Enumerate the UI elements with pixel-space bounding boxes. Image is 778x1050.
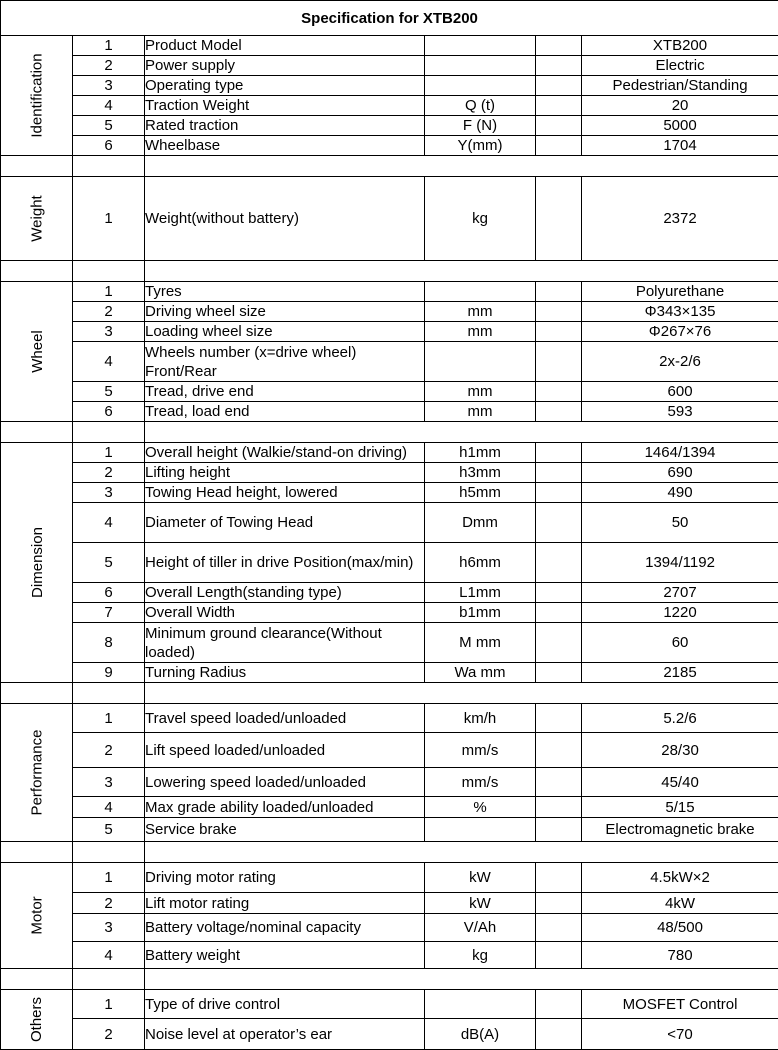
spec-unit: mm bbox=[425, 402, 536, 422]
spec-value: Φ343×135 bbox=[582, 302, 778, 322]
spec-description: Wheelbase bbox=[145, 136, 425, 156]
spec-unit bbox=[425, 342, 536, 382]
spec-description: Wheels number (x=drive wheel) Front/Rear bbox=[145, 342, 425, 382]
blank-cell bbox=[536, 402, 582, 422]
spec-unit: Wa mm bbox=[425, 663, 536, 683]
row-number: 4 bbox=[73, 797, 145, 818]
spec-description: Towing Head height, lowered bbox=[145, 483, 425, 503]
blank-cell bbox=[536, 623, 582, 663]
spec-unit: mm/s bbox=[425, 733, 536, 768]
spec-value: Pedestrian/Standing bbox=[582, 76, 778, 96]
spec-unit: Y(mm) bbox=[425, 136, 536, 156]
section-label: Identification bbox=[28, 53, 47, 137]
row-number: 1 bbox=[73, 704, 145, 733]
table-row bbox=[1, 583, 778, 603]
spec-unit bbox=[425, 56, 536, 76]
section-label-cell bbox=[1, 177, 73, 261]
spacer-cell bbox=[73, 422, 145, 443]
spec-description: Rated traction bbox=[145, 116, 425, 136]
table-row bbox=[1, 302, 778, 322]
row-number: 2 bbox=[73, 463, 145, 483]
blank-cell bbox=[536, 704, 582, 733]
table-row bbox=[1, 177, 778, 261]
blank-cell bbox=[536, 914, 582, 942]
blank-cell bbox=[536, 382, 582, 402]
spec-value: 600 bbox=[582, 382, 778, 402]
section-label: Wheel bbox=[28, 330, 47, 373]
table-row bbox=[1, 322, 778, 342]
row-number: 2 bbox=[73, 56, 145, 76]
spec-unit bbox=[425, 282, 536, 302]
spec-description: Operating type bbox=[145, 76, 425, 96]
table-row bbox=[1, 443, 778, 463]
spec-description: Battery voltage/nominal capacity bbox=[145, 914, 425, 942]
table-row bbox=[1, 402, 778, 422]
spec-value: Polyurethane bbox=[582, 282, 778, 302]
blank-cell bbox=[536, 663, 582, 683]
row-number: 6 bbox=[73, 402, 145, 422]
spec-unit: mm bbox=[425, 322, 536, 342]
spec-value: Electric bbox=[582, 56, 778, 76]
blank-cell bbox=[536, 116, 582, 136]
section-label-cell bbox=[1, 282, 73, 422]
blank-cell bbox=[536, 282, 582, 302]
page-title: Specification for XTB200 bbox=[1, 1, 778, 36]
spec-value: 1464/1394 bbox=[582, 443, 778, 463]
table-row bbox=[1, 768, 778, 797]
spec-value: 1704 bbox=[582, 136, 778, 156]
spacer-row bbox=[1, 969, 778, 990]
blank-cell bbox=[536, 36, 582, 56]
row-number: 7 bbox=[73, 603, 145, 623]
spec-value: 50 bbox=[582, 503, 778, 543]
row-number: 3 bbox=[73, 322, 145, 342]
spec-unit: mm/s bbox=[425, 768, 536, 797]
spacer-cell bbox=[1, 422, 73, 443]
spec-value: 5.2/6 bbox=[582, 704, 778, 733]
spec-unit: km/h bbox=[425, 704, 536, 733]
spec-unit: kW bbox=[425, 863, 536, 893]
table-row bbox=[1, 382, 778, 402]
spec-unit: F (N) bbox=[425, 116, 536, 136]
blank-cell bbox=[536, 733, 582, 768]
section-label-cell bbox=[1, 990, 73, 1050]
blank-cell bbox=[536, 990, 582, 1019]
row-number: 1 bbox=[73, 282, 145, 302]
table-row bbox=[1, 463, 778, 483]
spec-description: Lowering speed loaded/unloaded bbox=[145, 768, 425, 797]
blank-cell bbox=[536, 543, 582, 583]
spacer-row bbox=[1, 422, 778, 443]
row-number: 2 bbox=[73, 1019, 145, 1050]
spacer-cell bbox=[1, 969, 73, 990]
spec-description: Overall Length(standing type) bbox=[145, 583, 425, 603]
spec-value: 60 bbox=[582, 623, 778, 663]
blank-cell bbox=[536, 797, 582, 818]
spec-description: Lift motor rating bbox=[145, 893, 425, 914]
spec-value: 5/15 bbox=[582, 797, 778, 818]
spacer-cell bbox=[1, 261, 73, 282]
spec-value: 2372 bbox=[582, 177, 778, 261]
spec-unit: Dmm bbox=[425, 503, 536, 543]
row-number: 4 bbox=[73, 342, 145, 382]
row-number: 4 bbox=[73, 942, 145, 969]
spacer-cell bbox=[145, 969, 778, 990]
spec-value: Electromagnetic brake bbox=[582, 818, 778, 842]
section-label: Others bbox=[27, 997, 46, 1042]
table-row bbox=[1, 704, 778, 733]
spec-description: Product Model bbox=[145, 36, 425, 56]
spec-description: Service brake bbox=[145, 818, 425, 842]
spec-value: 20 bbox=[582, 96, 778, 116]
blank-cell bbox=[536, 1019, 582, 1050]
title-row bbox=[1, 1, 778, 36]
spec-value: 4kW bbox=[582, 893, 778, 914]
table-row bbox=[1, 990, 778, 1019]
table-row bbox=[1, 543, 778, 583]
blank-cell bbox=[536, 302, 582, 322]
spacer-cell bbox=[145, 842, 778, 863]
row-number: 5 bbox=[73, 818, 145, 842]
blank-cell bbox=[536, 893, 582, 914]
spec-description: Loading wheel size bbox=[145, 322, 425, 342]
blank-cell bbox=[536, 76, 582, 96]
spec-unit: Q (t) bbox=[425, 96, 536, 116]
blank-cell bbox=[536, 322, 582, 342]
table-row bbox=[1, 483, 778, 503]
spec-description: Max grade ability loaded/unloaded bbox=[145, 797, 425, 818]
section-label: Motor bbox=[28, 896, 47, 934]
spec-unit bbox=[425, 76, 536, 96]
row-number: 1 bbox=[73, 177, 145, 261]
row-number: 1 bbox=[73, 990, 145, 1019]
table-row bbox=[1, 893, 778, 914]
spec-description: Tread, drive end bbox=[145, 382, 425, 402]
spec-description: Traction Weight bbox=[145, 96, 425, 116]
spacer-cell bbox=[145, 422, 778, 443]
spec-description: Turning Radius bbox=[145, 663, 425, 683]
spec-value: 1394/1192 bbox=[582, 543, 778, 583]
spec-description: Diameter of Towing Head bbox=[145, 503, 425, 543]
section-label-cell bbox=[1, 863, 73, 969]
spec-unit: b1mm bbox=[425, 603, 536, 623]
row-number: 5 bbox=[73, 116, 145, 136]
spec-description: Driving wheel size bbox=[145, 302, 425, 322]
blank-cell bbox=[536, 342, 582, 382]
spec-description: Height of tiller in drive Position(max/min) bbox=[145, 543, 425, 583]
table-row bbox=[1, 863, 778, 893]
spec-value: MOSFET Control bbox=[582, 990, 778, 1019]
table-row bbox=[1, 96, 778, 116]
spec-unit: L1mm bbox=[425, 583, 536, 603]
row-number: 1 bbox=[73, 443, 145, 463]
spacer-cell bbox=[73, 683, 145, 704]
blank-cell bbox=[536, 463, 582, 483]
spacer-row bbox=[1, 683, 778, 704]
spec-description: Travel speed loaded/unloaded bbox=[145, 704, 425, 733]
section-label: Weight bbox=[27, 195, 46, 241]
table-row bbox=[1, 663, 778, 683]
row-number: 5 bbox=[73, 382, 145, 402]
spec-unit: mm bbox=[425, 382, 536, 402]
spec-value: 490 bbox=[582, 483, 778, 503]
spacer-cell bbox=[1, 156, 73, 177]
spec-description: Noise level at operator’s ear bbox=[145, 1019, 425, 1050]
table-row bbox=[1, 1019, 778, 1050]
spec-unit: h5mm bbox=[425, 483, 536, 503]
spec-description: Lifting height bbox=[145, 463, 425, 483]
table-row bbox=[1, 56, 778, 76]
table-row bbox=[1, 942, 778, 969]
section-label: Dimension bbox=[28, 527, 47, 598]
section-label-cell bbox=[1, 36, 73, 156]
table-row bbox=[1, 797, 778, 818]
blank-cell bbox=[536, 768, 582, 797]
table-row bbox=[1, 116, 778, 136]
spec-value: Φ267×76 bbox=[582, 322, 778, 342]
row-number: 9 bbox=[73, 663, 145, 683]
spacer-row bbox=[1, 156, 778, 177]
spec-value: 45/40 bbox=[582, 768, 778, 797]
spec-description: Driving motor rating bbox=[145, 863, 425, 893]
spec-unit: M mm bbox=[425, 623, 536, 663]
row-number: 3 bbox=[73, 914, 145, 942]
row-number: 3 bbox=[73, 768, 145, 797]
row-number: 3 bbox=[73, 76, 145, 96]
row-number: 6 bbox=[73, 583, 145, 603]
blank-cell bbox=[536, 503, 582, 543]
spec-unit: kW bbox=[425, 893, 536, 914]
spacer-row bbox=[1, 261, 778, 282]
section-label-cell bbox=[1, 704, 73, 842]
spec-value: XTB200 bbox=[582, 36, 778, 56]
spacer-cell bbox=[1, 842, 73, 863]
spec-description: Overall Width bbox=[145, 603, 425, 623]
spec-value: 48/500 bbox=[582, 914, 778, 942]
row-number: 8 bbox=[73, 623, 145, 663]
table-row bbox=[1, 136, 778, 156]
spacer-row bbox=[1, 842, 778, 863]
table-row bbox=[1, 603, 778, 623]
spec-unit: h3mm bbox=[425, 463, 536, 483]
spec-value: 780 bbox=[582, 942, 778, 969]
row-number: 1 bbox=[73, 863, 145, 893]
row-number: 3 bbox=[73, 483, 145, 503]
spacer-cell bbox=[73, 261, 145, 282]
spec-value: 4.5kW×2 bbox=[582, 863, 778, 893]
row-number: 2 bbox=[73, 733, 145, 768]
spec-description: Power supply bbox=[145, 56, 425, 76]
spec-description: Weight(without battery) bbox=[145, 177, 425, 261]
table-row bbox=[1, 733, 778, 768]
table-row bbox=[1, 36, 778, 56]
row-number: 4 bbox=[73, 503, 145, 543]
blank-cell bbox=[536, 603, 582, 623]
spec-unit: dB(A) bbox=[425, 1019, 536, 1050]
table-row bbox=[1, 342, 778, 382]
blank-cell bbox=[536, 583, 582, 603]
spec-table-body bbox=[1, 1, 778, 1050]
blank-cell bbox=[536, 96, 582, 116]
row-number: 6 bbox=[73, 136, 145, 156]
row-number: 2 bbox=[73, 893, 145, 914]
spacer-cell bbox=[1, 683, 73, 704]
spec-description: Lift speed loaded/unloaded bbox=[145, 733, 425, 768]
spec-unit bbox=[425, 36, 536, 56]
spec-value: 593 bbox=[582, 402, 778, 422]
spec-value: 2x-2/6 bbox=[582, 342, 778, 382]
table-row bbox=[1, 914, 778, 942]
blank-cell bbox=[536, 177, 582, 261]
spec-unit: mm bbox=[425, 302, 536, 322]
blank-cell bbox=[536, 818, 582, 842]
spec-value: 1220 bbox=[582, 603, 778, 623]
spec-description: Overall height (Walkie/stand-on driving) bbox=[145, 443, 425, 463]
table-row bbox=[1, 282, 778, 302]
spec-value: 2185 bbox=[582, 663, 778, 683]
blank-cell bbox=[536, 942, 582, 969]
spacer-cell bbox=[145, 156, 778, 177]
table-row bbox=[1, 623, 778, 663]
section-label-cell bbox=[1, 443, 73, 683]
spec-description: Tyres bbox=[145, 282, 425, 302]
spec-value: 2707 bbox=[582, 583, 778, 603]
spec-unit bbox=[425, 990, 536, 1019]
spec-unit: kg bbox=[425, 177, 536, 261]
table-row bbox=[1, 503, 778, 543]
spec-unit: h6mm bbox=[425, 543, 536, 583]
spacer-cell bbox=[73, 969, 145, 990]
spec-unit: kg bbox=[425, 942, 536, 969]
blank-cell bbox=[536, 863, 582, 893]
spacer-cell bbox=[73, 156, 145, 177]
row-number: 2 bbox=[73, 302, 145, 322]
blank-cell bbox=[536, 56, 582, 76]
blank-cell bbox=[536, 443, 582, 463]
spacer-cell bbox=[145, 261, 778, 282]
spec-value: <70 bbox=[582, 1019, 778, 1050]
blank-cell bbox=[536, 136, 582, 156]
spec-unit bbox=[425, 818, 536, 842]
spec-description: Tread, load end bbox=[145, 402, 425, 422]
table-row bbox=[1, 76, 778, 96]
row-number: 1 bbox=[73, 36, 145, 56]
spacer-cell bbox=[73, 842, 145, 863]
spec-value: 5000 bbox=[582, 116, 778, 136]
spec-description: Battery weight bbox=[145, 942, 425, 969]
spec-description: Type of drive control bbox=[145, 990, 425, 1019]
spec-description: Minimum ground clearance(Without loaded) bbox=[145, 623, 425, 663]
spec-value: 690 bbox=[582, 463, 778, 483]
section-label: Performance bbox=[28, 730, 47, 816]
row-number: 5 bbox=[73, 543, 145, 583]
spec-unit: % bbox=[425, 797, 536, 818]
blank-cell bbox=[536, 483, 582, 503]
table-row bbox=[1, 818, 778, 842]
row-number: 4 bbox=[73, 96, 145, 116]
spec-unit: V/Ah bbox=[425, 914, 536, 942]
spec-value: 28/30 bbox=[582, 733, 778, 768]
spacer-cell bbox=[145, 683, 778, 704]
spec-unit: h1mm bbox=[425, 443, 536, 463]
